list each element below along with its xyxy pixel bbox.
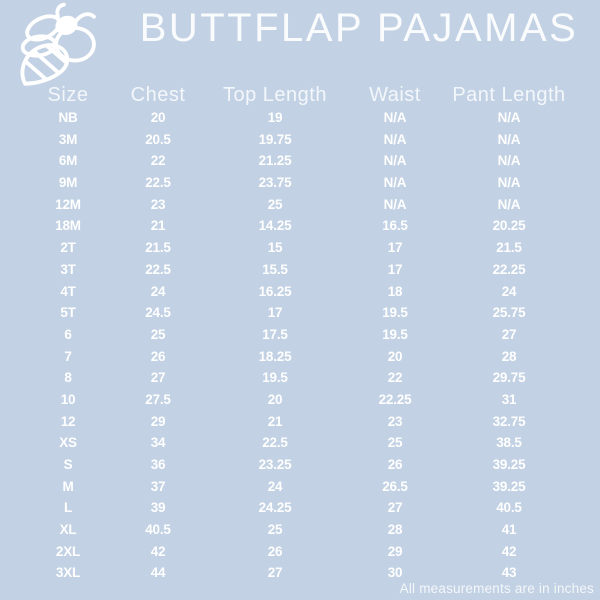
measurement-cell: N/A [497,196,521,212]
table-row [0,172,600,194]
measurement-cell: 20 [267,391,283,407]
measurement-cell: 19 [267,110,283,125]
measurement-cell: 16.5 [382,218,408,234]
table-row [0,367,600,389]
table-row [0,237,600,259]
measurement-cell: 21 [150,218,166,234]
measurement-cell: 17 [387,240,403,256]
size-label: 2XL [55,543,81,559]
measurement-cell: 22.5 [145,175,171,191]
measurement-cell: 20.25 [492,218,526,234]
table-row [0,129,600,151]
measurement-cell: 17 [387,261,403,277]
table-row [0,324,600,346]
size-label: 18M [55,218,81,234]
measurement-cell: 18.25 [258,348,292,364]
measurement-cell: 27.5 [145,391,171,407]
measurement-cell: N/A [497,110,521,125]
measurement-cell: 25 [150,326,166,342]
size-label: 3M [58,131,78,147]
size-label: 3XL [55,565,81,581]
size-label: 12 [60,413,76,429]
measurement-cell: 20.5 [145,131,171,147]
measurement-cell: 25.75 [492,305,526,321]
size-label: L [63,500,73,516]
measurement-cell: 25 [267,522,283,538]
measurement-cell: 41 [501,522,517,538]
measurement-cell: 29 [150,413,166,429]
measurement-cell: 21.5 [145,240,171,256]
size-label: XS [59,435,77,451]
column-header-size: Size [47,84,89,106]
measurement-cell: 32.75 [492,413,526,429]
table-row [0,541,600,563]
measurement-cell: 20 [387,348,403,364]
measurement-cell: N/A [383,110,407,125]
measurement-cell: 26 [387,457,403,472]
measurement-cell: 18 [387,283,403,299]
measurement-cell: 17 [267,305,283,321]
measurement-cell: 29.75 [492,370,526,386]
size-label: 5T [60,305,76,321]
measurement-cell: 31 [501,391,517,407]
size-label: 6 [64,326,72,342]
measurement-cell: 15 [267,240,283,256]
size-label: M [62,478,74,494]
column-header-chest: Chest [130,84,186,106]
measurement-cell: 27 [501,326,517,342]
measurement-cell: 14.25 [258,218,292,234]
measurement-cell: 25 [267,196,283,212]
table-row [0,454,600,476]
size-label: S [63,457,73,472]
measurement-cell: 39 [150,500,166,516]
measurement-cell: 42 [501,543,517,559]
measurement-cell: 26 [150,348,166,364]
measurement-cell: 23.25 [258,457,292,472]
measurement-cell: 22.5 [145,261,171,277]
measurement-cell: 22 [150,153,166,169]
size-label: 3T [60,261,76,277]
measurement-cell: 38.5 [496,435,522,451]
table-row [0,389,600,411]
measurement-cell: 40.5 [496,500,522,516]
measurement-cell: 28 [387,522,403,538]
measurement-cell: 23 [150,196,166,212]
size-label: 7 [64,348,72,364]
measurement-cell: 36 [150,457,166,472]
column-header-waist: Waist [369,84,421,106]
measurement-cell: 19.5 [382,305,408,321]
measurement-cell: 27 [150,370,166,386]
column-header-top-length: Top Length [223,84,327,106]
table-row [0,497,600,519]
measurement-cell: 23 [387,413,403,429]
measurement-cell: 42 [150,543,166,559]
table-body [0,107,600,584]
measurement-cell: 27 [387,500,403,516]
table-row [0,107,600,129]
measurement-cell: N/A [497,175,521,191]
measurement-note: All measurements are in inches [399,581,594,596]
measurement-cell: 24 [150,283,166,299]
measurement-cell: 22.5 [262,435,288,451]
measurement-cell: N/A [383,196,407,212]
measurement-cell: 39.25 [492,457,526,472]
table-row [0,346,600,368]
measurement-cell: 30 [387,565,403,581]
bee-icon [20,2,106,90]
measurement-cell: 20 [150,110,166,125]
table-row [0,432,600,454]
measurement-cell: 23.75 [258,175,292,191]
size-label: NB [58,110,78,125]
measurement-cell: 21.25 [258,153,292,169]
table-header-row [0,83,600,107]
measurement-cell: 27 [267,565,283,581]
column-header-pant-length: Pant Length [452,84,566,106]
table-row [0,259,600,281]
table-row [0,519,600,541]
size-label: 8 [64,370,72,386]
measurement-cell: 26.5 [382,478,408,494]
size-label: XL [59,522,77,538]
measurement-cell: 19.5 [382,326,408,342]
measurement-cell: 25 [387,435,403,451]
table-row [0,281,600,303]
table-row [0,150,600,172]
measurement-cell: N/A [383,131,407,147]
measurement-cell: 34 [150,435,166,451]
measurement-cell: 37 [150,478,166,494]
measurement-cell: 24 [501,283,517,299]
measurement-cell: 29 [387,543,403,559]
table-row [0,476,600,498]
measurement-cell: 22.25 [378,391,412,407]
measurement-cell: 22.25 [492,261,526,277]
measurement-cell: N/A [497,153,521,169]
measurement-cell: 21.5 [496,240,522,256]
page-title: BUTTFLAP PAJAMAS [139,6,579,50]
measurement-cell: 43 [501,565,517,581]
size-label: 2T [60,240,76,256]
size-label: 10 [60,391,76,407]
measurement-cell: 28 [501,348,517,364]
measurement-cell: 39.25 [492,478,526,494]
table-row [0,411,600,433]
measurement-cell: 17.5 [262,326,288,342]
measurement-cell: 16.25 [258,283,292,299]
measurement-cell: 15.5 [262,261,288,277]
measurement-cell: 24.25 [258,500,292,516]
measurement-cell: 24 [267,478,283,494]
measurement-cell: N/A [497,131,521,147]
size-label: 12M [55,196,81,212]
size-label: 9M [58,175,78,191]
measurement-cell: N/A [383,153,407,169]
measurement-cell: 44 [150,565,166,581]
measurement-cell: 19.5 [262,370,288,386]
size-label: 4T [60,283,76,299]
measurement-cell: 26 [267,543,283,559]
table-row [0,215,600,237]
measurement-cell: 19.75 [258,131,292,147]
measurement-cell: 21 [267,413,283,429]
measurement-cell: N/A [383,175,407,191]
table-row [0,302,600,324]
size-label: 6M [58,153,78,169]
measurement-cell: 22 [387,370,403,386]
measurement-cell: 24.5 [145,305,171,321]
table-row [0,194,600,216]
measurement-cell: 40.5 [145,522,171,538]
